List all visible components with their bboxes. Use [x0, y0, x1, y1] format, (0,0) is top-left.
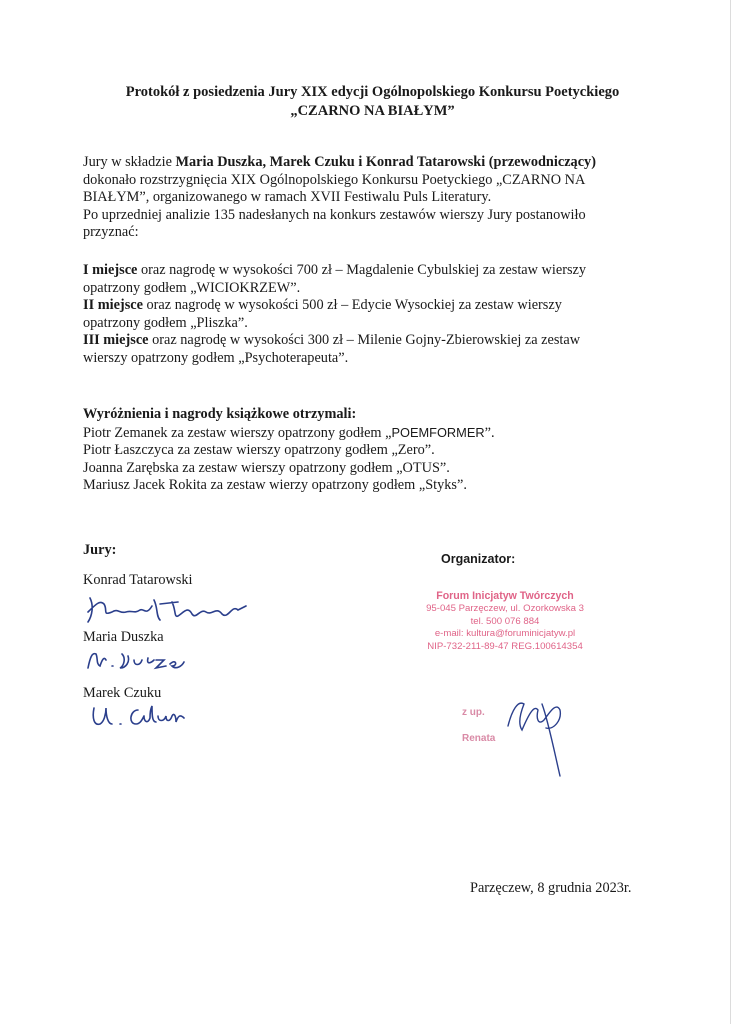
stamp-line: NIP-732-211-89-47 REG.100614354 — [427, 641, 583, 653]
distinction-item: Joanna Zarębska za zestaw wierszy opatrzony godłem „OTUS”. — [83, 459, 450, 476]
stamp-line: z up. — [462, 707, 485, 718]
contest-name: „CZARNO NA BIAŁYM” — [290, 103, 455, 119]
prize-text: oraz nagrodę w wysokości 700 zł – Magdalenie Cybulskiej za zestaw wierszy — [137, 262, 587, 278]
signature-czuku — [86, 702, 196, 732]
distinctions-heading: Wyróżnienia i nagrody książkowe otrzymali: — [83, 406, 357, 422]
signature-duszka — [82, 648, 192, 672]
organizer-stamp — [400, 590, 610, 654]
jury-members: Maria Duszka, Marek Czuku i Konrad Tatarowski (przewodniczący) — [175, 154, 596, 170]
stamp-line: 95-045 Parzęczew, ul. Ozorkowska 3 — [426, 602, 584, 614]
intro-paragraph — [83, 154, 683, 242]
document-date: Parzęczew, 8 grudnia 2023r. — [470, 880, 632, 896]
document-title: Protokół z posiedzenia Jury XIX edycji Ogólnopolskiego Konkursu Poetyckiego — [125, 84, 620, 100]
jury-member: Maria Duszka — [83, 629, 164, 645]
jury-member: Marek Czuku — [83, 685, 162, 701]
prize-text: opatrzony godłem „WICIOKRZEW”. — [83, 279, 301, 296]
intro-line: Po uprzedniej analizie 135 nadesłanych na konkurs zestawów wierszy Jury postanowiło — [83, 206, 586, 223]
page-edge — [730, 0, 731, 1024]
prize-place: III miejsce — [83, 332, 149, 349]
jury-member: Konrad Tatarowski — [83, 572, 193, 588]
intro-lead: Jury w składzie — [83, 154, 176, 170]
prize-text: oraz nagrodę w wysokości 500 zł – Edycie Wysockiej za zestaw wierszy — [142, 297, 562, 314]
prize-text: opatrzony godłem „Pliszka”. — [83, 314, 248, 331]
intro-line: przyznać: — [83, 224, 139, 241]
prize-place: I miejsce — [83, 262, 138, 278]
prize-place: II miejsce — [83, 297, 143, 314]
intro-line: BIAŁYM”, organizowanego w ramach XVII Festiwalu Puls Literatury. — [83, 189, 492, 206]
stamp-line: Forum Inicjatyw Twórczych — [436, 590, 574, 602]
intro-line: dokonało rozstrzygnięcia XIX Ogólnopolskiego Konkursu Poetyckiego „CZARNO NA — [83, 171, 586, 188]
signature-organizer — [498, 690, 578, 782]
organizer-label: Organizator: — [441, 552, 516, 566]
stamp-line: tel. 500 076 884 — [470, 615, 540, 627]
prize-text: wierszy opatrzony godłem „Psychoterapeuta”. — [83, 349, 349, 366]
jury-label: Jury: — [83, 542, 117, 558]
prizes-list — [83, 262, 683, 368]
prize-text: oraz nagrodę w wysokości 300 zł – Milenie Gojny-Zbierowskiej za zestaw — [148, 332, 581, 349]
distinction-item: Piotr Zemanek za zestaw wierszy opatrzony godłem „POEMFORMER”. — [83, 424, 495, 441]
stamp-line: e-mail: kultura@foruminicjatyw.pl — [434, 628, 576, 640]
signature-tatarowski — [82, 592, 262, 628]
distinctions — [83, 406, 683, 495]
distinction-item: Piotr Łaszczyca za zestaw wierszy opatrzony godłem „Zero”. — [83, 442, 435, 459]
stamp-line: Renata — [462, 733, 496, 744]
distinction-item: Mariusz Jacek Rokita za zestaw wierzy opatrzony godłem „Styks”. — [83, 477, 467, 494]
